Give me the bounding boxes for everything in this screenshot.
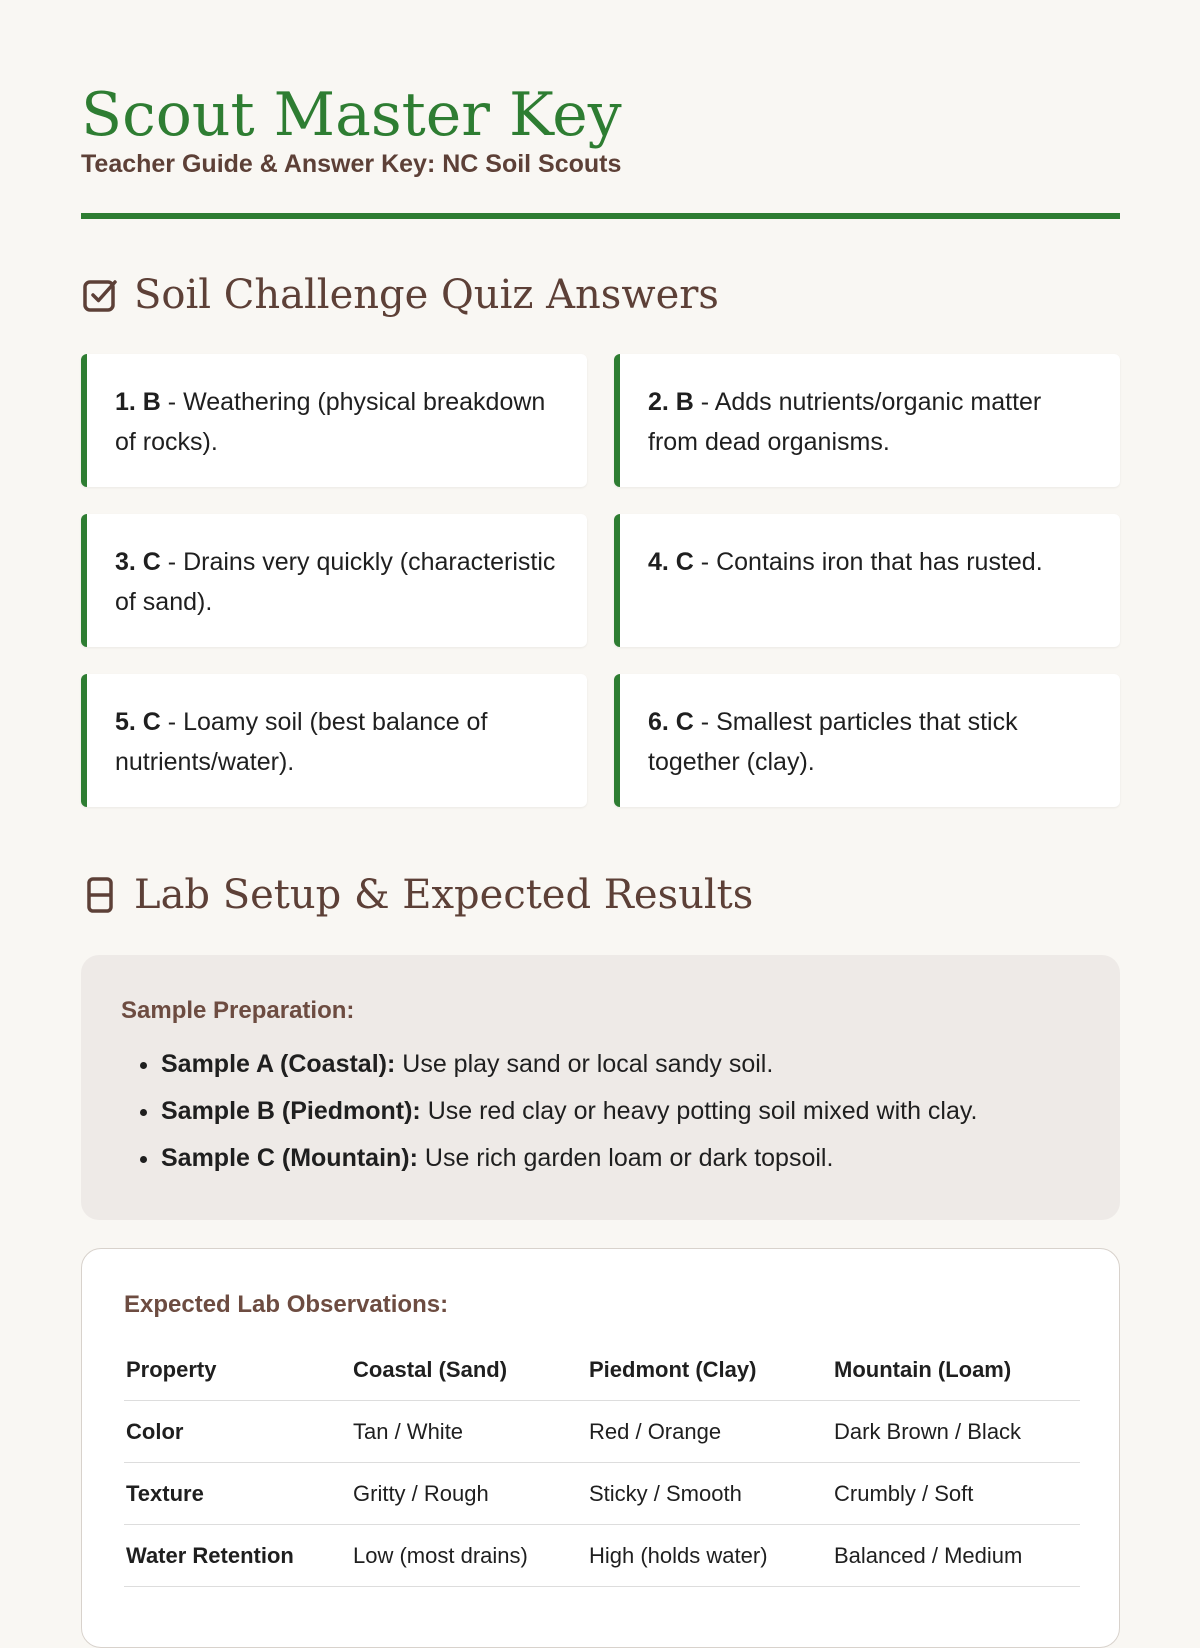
- table-header-row: [124, 1339, 1080, 1401]
- table-row: [124, 1401, 1080, 1463]
- column-header: Piedmont (Clay): [587, 1339, 832, 1401]
- table-cell: Tan / White: [351, 1401, 587, 1463]
- answer-card-3: [81, 514, 587, 647]
- table-cell: Crumbly / Soft: [832, 1463, 1080, 1525]
- answer-key: 6. C: [648, 708, 694, 736]
- table-cell: Low (most drains): [351, 1525, 587, 1587]
- page-subtitle: Teacher Guide & Answer Key: NC Soil Scouts: [81, 150, 622, 178]
- table-cell: High (holds water): [587, 1525, 832, 1587]
- table-row: [124, 1463, 1080, 1525]
- answer-card-5: [81, 674, 587, 807]
- sample-label: Sample C (Mountain):: [161, 1144, 418, 1172]
- answer-card-6: [614, 674, 1120, 807]
- sample-preparation-title: Sample Preparation:: [121, 997, 355, 1024]
- quiz-section-heading: [81, 272, 719, 318]
- answer-text: - Weathering (physical breakdown of rocks).: [115, 388, 546, 456]
- list-item: [161, 1041, 1080, 1088]
- sample-preparation-box: [81, 955, 1120, 1220]
- table-cell: Water Retention: [124, 1525, 351, 1587]
- table-cell: Texture: [124, 1463, 351, 1525]
- sample-list: [121, 1041, 1080, 1182]
- lab-heading-text: Lab Setup & Expected Results: [134, 872, 754, 918]
- answer-key: 5. C: [115, 708, 161, 736]
- answer-text: - Drains very quickly (characteristic of sand).: [115, 548, 556, 616]
- checkbox-icon: [81, 275, 119, 315]
- answer-text: - Loamy soil (best balance of nutrients/water).: [115, 708, 488, 776]
- table-cell: Red / Orange: [587, 1401, 832, 1463]
- observations-table: [124, 1339, 1080, 1587]
- beaker-icon: [81, 875, 119, 915]
- quiz-answer-grid: [81, 354, 1120, 807]
- answer-text: - Smallest particles that stick together (clay).: [648, 708, 1018, 776]
- table-cell: Balanced / Medium: [832, 1525, 1080, 1587]
- sample-label: Sample B (Piedmont):: [161, 1097, 421, 1125]
- observations-title: Expected Lab Observations:: [124, 1291, 449, 1318]
- list-item: [161, 1135, 1080, 1182]
- sample-text: Use rich garden loam or dark topsoil.: [417, 1144, 834, 1172]
- column-header: Mountain (Loam): [832, 1339, 1080, 1401]
- quiz-heading-text: Soil Challenge Quiz Answers: [134, 272, 719, 318]
- answer-card-4: [614, 514, 1120, 647]
- answer-key: 2. B: [648, 388, 694, 416]
- table-cell: Gritty / Rough: [351, 1463, 587, 1525]
- column-header: Property: [124, 1339, 351, 1401]
- answer-key: 3. C: [115, 548, 161, 576]
- column-header: Coastal (Sand): [351, 1339, 587, 1401]
- answer-key: 4. C: [648, 548, 694, 576]
- table-cell: Dark Brown / Black: [832, 1401, 1080, 1463]
- observations-box: [81, 1248, 1120, 1648]
- page-title: Scout Master Key: [81, 80, 622, 150]
- lab-section-heading: [81, 872, 753, 918]
- sample-text: Use play sand or local sandy soil.: [395, 1050, 774, 1078]
- answer-card-2: [614, 354, 1120, 487]
- header-divider: [81, 213, 1120, 219]
- answer-text: - Adds nutrients/organic matter from dead organisms.: [648, 388, 1042, 456]
- list-item: [161, 1088, 1080, 1135]
- answer-key: 1. B: [115, 388, 161, 416]
- sample-text: Use red clay or heavy potting soil mixed with clay.: [420, 1097, 978, 1125]
- answer-text: - Contains iron that has rusted.: [693, 548, 1043, 576]
- table-row: [124, 1525, 1080, 1587]
- sample-label: Sample A (Coastal):: [161, 1050, 396, 1078]
- answer-card-1: [81, 354, 587, 487]
- table-cell: Sticky / Smooth: [587, 1463, 832, 1525]
- table-cell: Color: [124, 1401, 351, 1463]
